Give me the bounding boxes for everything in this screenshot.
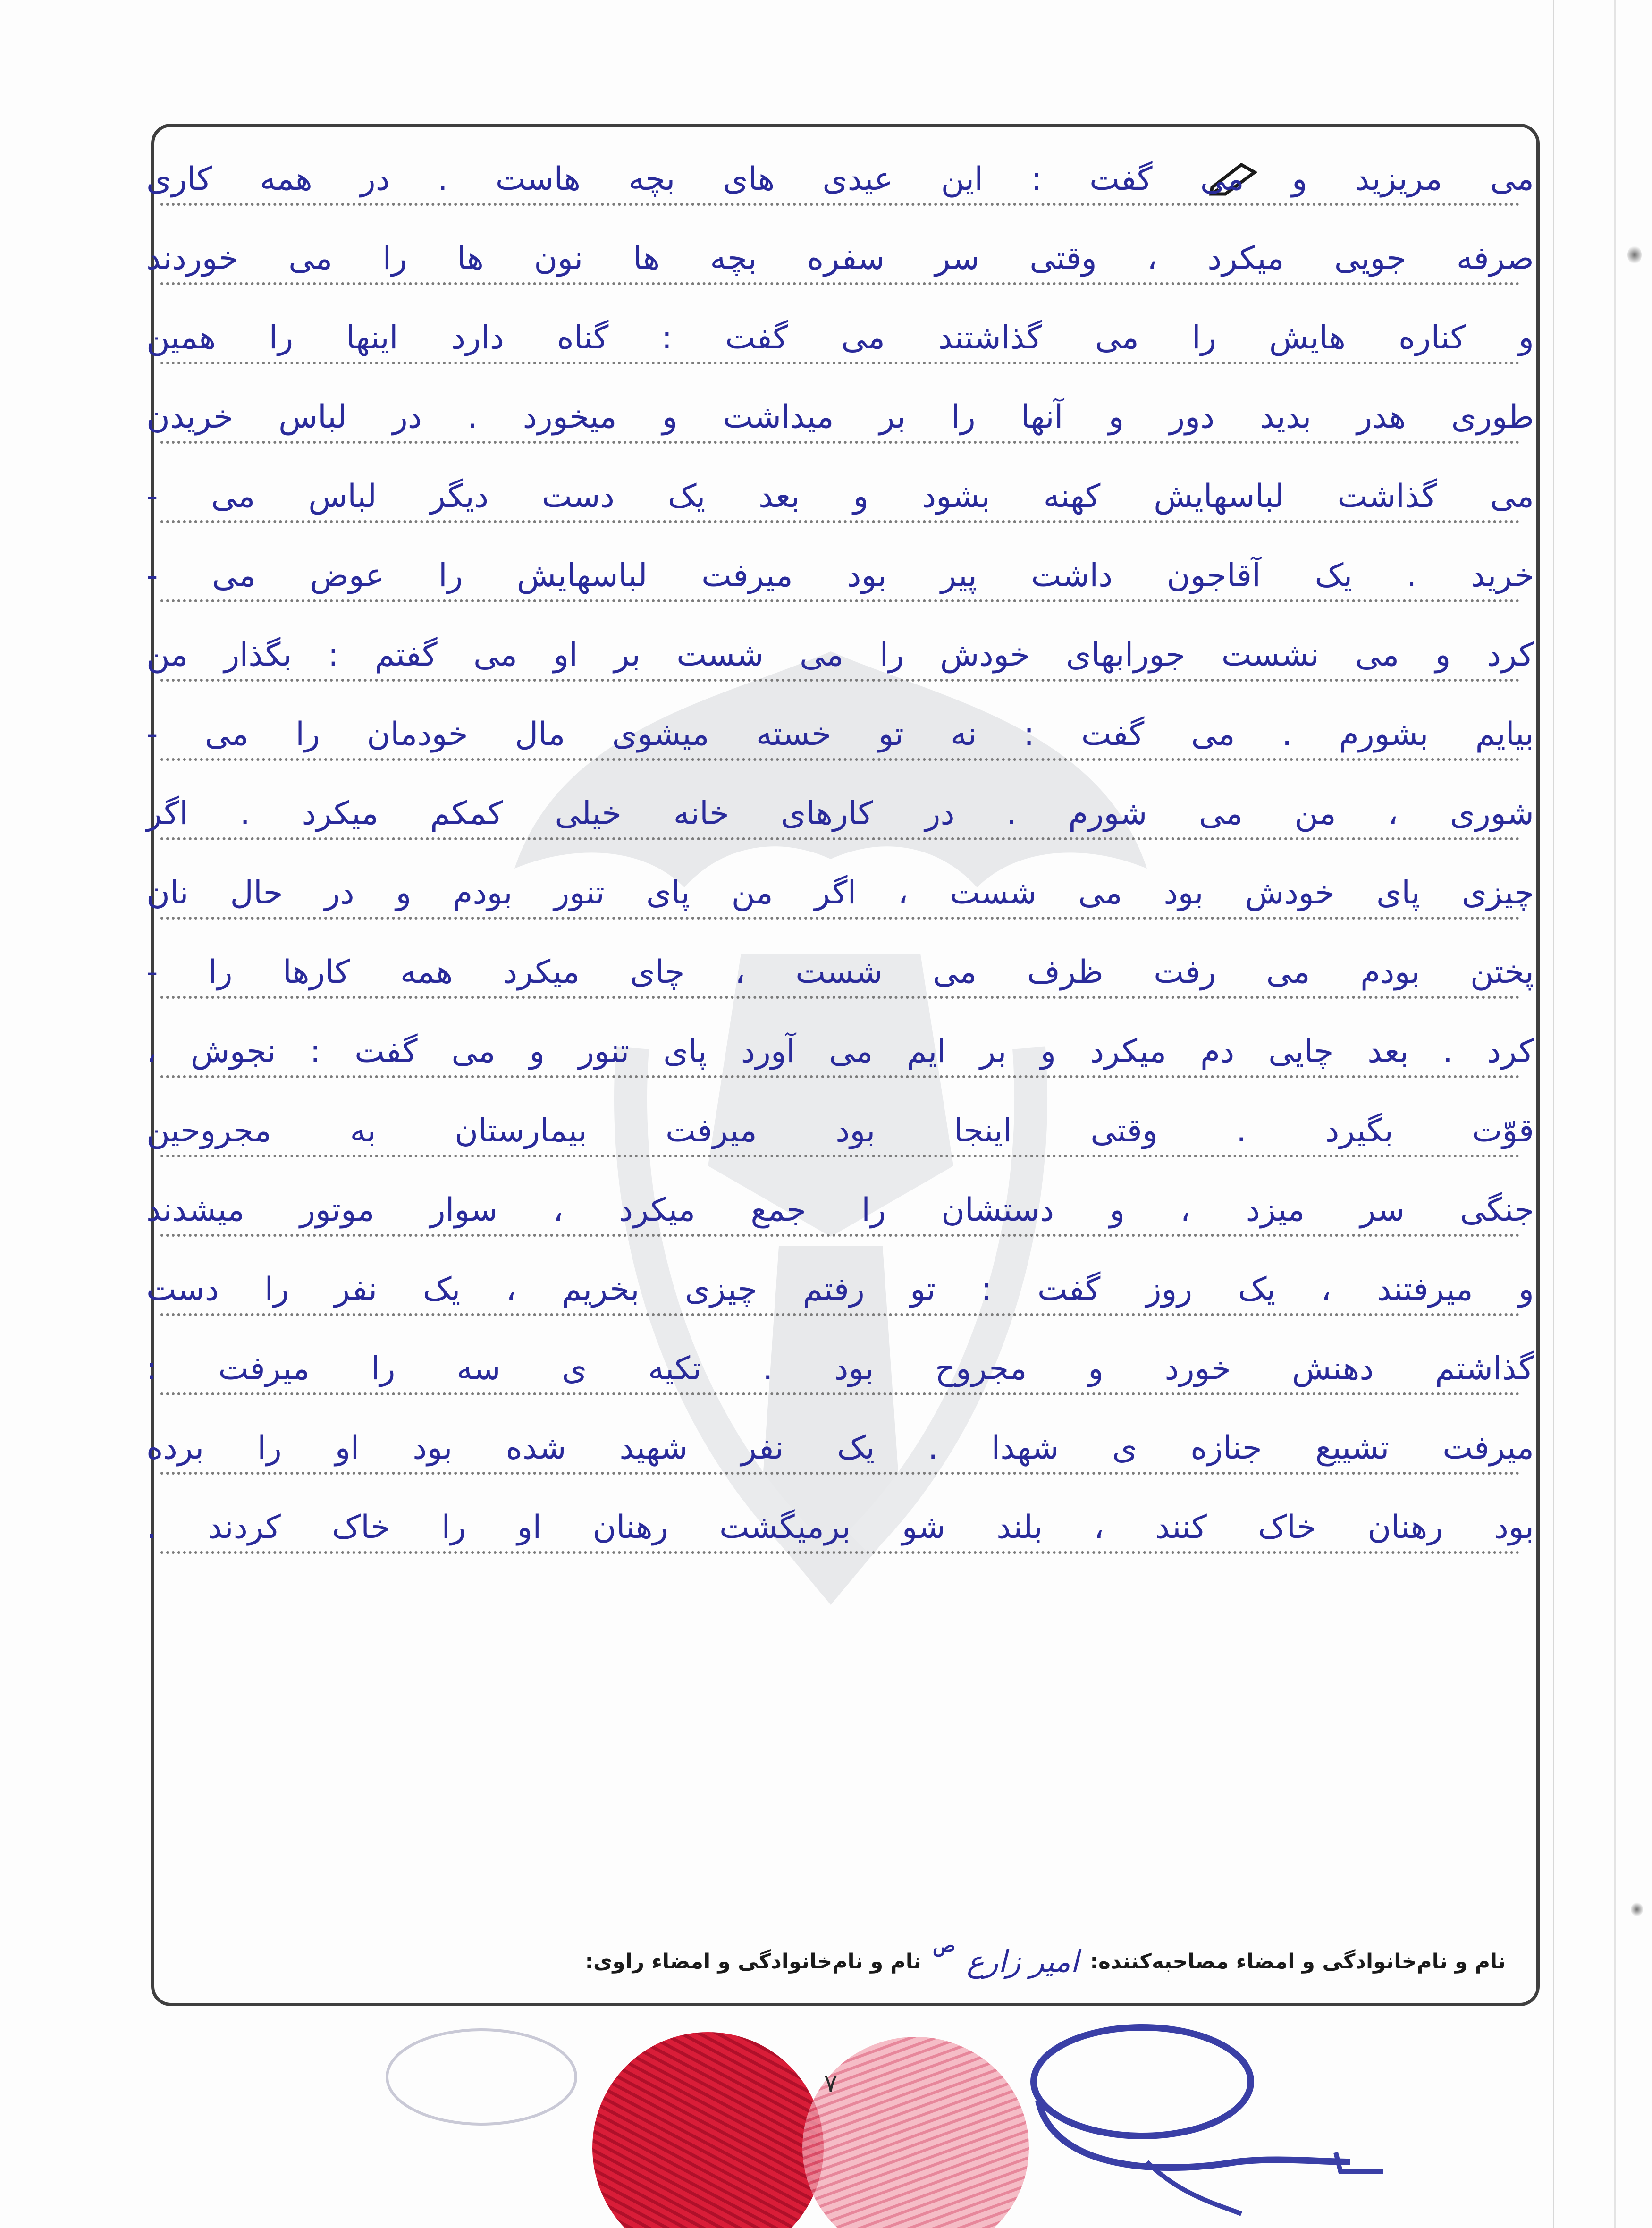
narrator-signature-stroke: [1038, 2101, 1350, 2168]
text-line: کرد و می نشست جورابهای خودش را می شست بر او می گفتم : بگذار من: [142, 632, 1539, 711]
text-line: گذاشتم دهنش خورد و مجروح بود . تکیه ی سه را میرفت :: [142, 1345, 1539, 1425]
text-line: پختن بودم می رفت ظرف می شست ، چای میکرد همه کارها را -: [142, 949, 1539, 1028]
faint-pencil-circle: [387, 2030, 576, 2124]
narrator-label: نام و نام‌خانوادگی و امضاء راوی:: [585, 1949, 921, 1974]
text-line: بیایم بشورم . می گفت : نه تو خسته میشوی مال خودمان را می -: [142, 711, 1539, 790]
handwritten-text: [142, 156, 1539, 1583]
text-line: جنگی سر میزد ، و دستشان را جمع میکرد ، سوار موتور میشدند: [142, 1187, 1539, 1266]
text-line: می مریزید و می گفت : این عیدی های بچه هاست . در همه کاری: [142, 156, 1539, 235]
text-line: شوری ، من می شورم . در کارهای خانه خیلی کمکم میکرد . اگر: [142, 790, 1539, 869]
text-line: می گذاشت لباسهایش کهنه بشود و بعد یک دست دیگر لباس می -: [142, 473, 1539, 552]
text-line: چیزی پای خودش بود می شست ، اگر من پای تنور بودم و در حال نان: [142, 869, 1539, 949]
ink-smudge: [1627, 245, 1642, 264]
text-line: میرفت تشییع جنازه ی شهدا . یک نفر شهید شده بود او را برده: [142, 1425, 1539, 1504]
text-line: کرد . بعد چایی دم میکرد و بر ایم می آورد پای تنور و می گفت : نجوش ،: [142, 1028, 1539, 1107]
text-line: بود رهنان خاک کنند ، بلند شو برمیگشت رهنان او را خاک کردند .: [142, 1504, 1539, 1583]
narrator-signature-loop: [1034, 2027, 1251, 2136]
page-edge-line: [1553, 0, 1554, 2228]
text-line: خرید . یک آقاجون داشت پیر بود میرفت لباسهایش را عوض می -: [142, 552, 1539, 632]
ink-smudge: [1631, 1902, 1643, 1916]
text-line: طوری هدر بدید دور و آنها را بر میداشت و میخورد . در لباس خریدن: [142, 394, 1539, 473]
text-line: صرفه جویی میکرد ، وقتی سر سفره بچه ها نون ها را می خوردند: [142, 235, 1539, 314]
signature-footer: [170, 1934, 1506, 1983]
text-line: قوّت بگیرد . وقتی اینجا بود میرفت بیمارستان به مجروحین: [142, 1107, 1539, 1187]
interviewer-signature: امیر زارع: [967, 1944, 1079, 1979]
fingerprint-left: [592, 2032, 824, 2228]
interviewer-label: نام و نام‌خانوادگی و امضاء مصاحبه‌کننده:: [1090, 1949, 1506, 1974]
text-line: و میرفتند ، یک روز گفت : تو رفتم چیزی بخریم ، یک نفر را دست: [142, 1266, 1539, 1345]
fingerprint-right: [802, 2037, 1029, 2228]
text-line: و کناره هایش را می گذاشتند می گفت : گناه دارد اینها را همین: [142, 314, 1539, 394]
interviewer-signature-mark: ص: [932, 1934, 956, 1957]
stamp-area: [0, 2006, 1652, 2228]
page-number: ۷: [824, 2070, 837, 2098]
page-edge-line: [1614, 0, 1616, 2228]
